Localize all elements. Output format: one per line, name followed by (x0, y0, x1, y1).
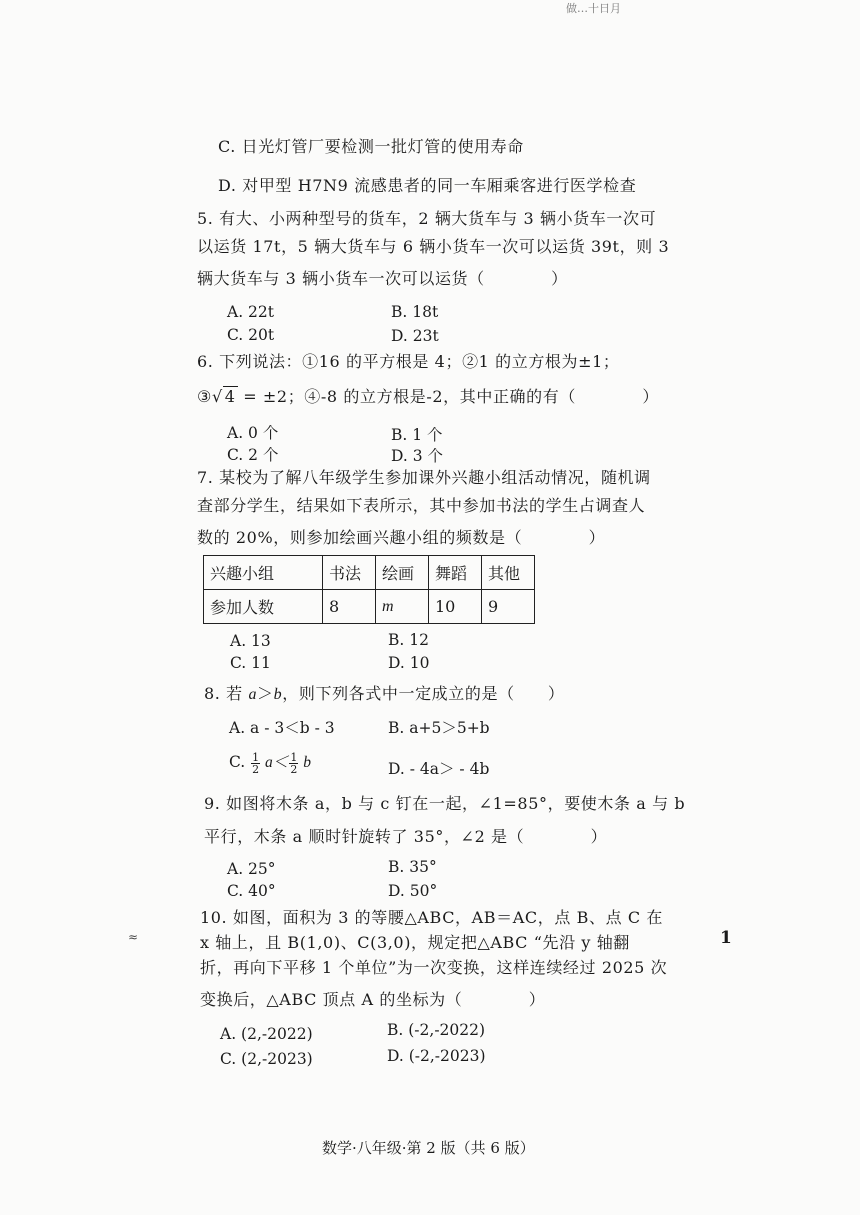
q10-line-4: 变换后，△ABC 顶点 A 的坐标为（ ） (200, 990, 546, 1009)
table-cell: 10 (429, 590, 482, 624)
table-cell: 绘画 (376, 556, 429, 590)
q7-line-1: 7. 某校为了解八年级学生参加课外兴趣小组活动情况，随机调 (197, 468, 651, 487)
q8-c-end: b (299, 754, 311, 771)
q10-option-b: B. (-2,-2022) (387, 1021, 486, 1039)
q10-line-1: 10. 如图，面积为 3 的等腰△ABC，AB＝AC，点 B、点 C 在 (200, 908, 664, 927)
scan-left-mark: ≈ (128, 930, 139, 944)
q6-circled-3: ③ (197, 387, 212, 406)
table-cell: m (376, 590, 429, 624)
q10-line-2: x 轴上，且 B(1,0)、C(3,0)，规定把△ABC “先沿 y 轴翻 (200, 933, 630, 952)
fraction-numerator: 1 (290, 750, 298, 764)
q4-option-c: C. 日光灯管厂要检测一批灯管的使用寿命 (218, 137, 524, 156)
interest-group-table (203, 555, 535, 624)
q6-option-d: D. 3 个 (391, 447, 444, 465)
q7-line-3: 数的 20%，则参加绘画兴趣小组的频数是（ ） (197, 528, 606, 547)
q9-line-1: 9. 如图将木条 a，b 与 c 钉在一起，∠1=85°，要使木条 a 与 b (204, 794, 686, 813)
q8-option-c (229, 750, 311, 775)
q7-option-b: B. 12 (388, 631, 429, 649)
q10-line-3: 折，再向下平移 1 个单位”为一次变换，这样连续经过 2025 次 (200, 958, 668, 977)
q8-c-prefix: C. (229, 753, 251, 771)
table-cell: 参加人数 (204, 590, 323, 624)
q8-option-a: A. a - 3＜b - 3 (229, 719, 335, 737)
q7-option-c: C. 11 (230, 654, 271, 672)
table-cell: 舞蹈 (429, 556, 482, 590)
q9-option-a: A. 25° (227, 860, 276, 878)
fraction-denominator: 2 (290, 762, 298, 776)
q5-option-d: D. 23t (391, 327, 439, 345)
fraction-denominator: 2 (252, 762, 260, 776)
q10-option-c: C. (2,-2023) (220, 1050, 313, 1068)
table-header-row (204, 556, 535, 590)
q8-option-b: B. a+5＞5+b (388, 719, 490, 737)
fraction-numerator: 1 (252, 750, 260, 764)
q7-line-2: 查部分学生，结果如下表所示，其中参加书法的学生占调查人 (197, 496, 646, 515)
page-footer: 数学·八年级·第 2 版（共 6 版） (322, 1139, 535, 1157)
table-cell: 兴趣小组 (204, 556, 323, 590)
q6-option-a: A. 0 个 (227, 424, 279, 442)
q10-option-a: A. (2,-2022) (220, 1025, 313, 1043)
q5-line-1: 5. 有大、小两种型号的货车，2 辆大货车与 3 辆小货车一次可 (197, 209, 657, 228)
gt-sign: ＞ (257, 684, 274, 703)
q5-option-c: C. 20t (227, 326, 275, 344)
q5-option-b: B. 18t (391, 303, 439, 321)
q5-option-a: A. 22t (227, 303, 274, 321)
q5-line-2: 以运货 17t，5 辆大货车与 6 辆小货车一次可以运货 39t，则 3 (197, 237, 670, 256)
table-cell: 其他 (482, 556, 535, 590)
table-cell: 书法 (323, 556, 376, 590)
q6-line-2-rest: = ±2；④-8 的立方根是-2，其中正确的有（ ） (237, 387, 659, 406)
q9-option-d: D. 50° (388, 882, 438, 900)
var-b: b (273, 686, 283, 703)
q6-line-2 (197, 384, 659, 407)
q8-prefix: 8. 若 (204, 684, 249, 703)
q8-rest: ，则下列各式中一定成立的是（ ） (282, 684, 565, 703)
sqrt-radicand: 4 (224, 387, 236, 406)
q7-option-a: A. 13 (230, 632, 271, 650)
header-fragment: 做…十日月 (566, 2, 621, 15)
q10-option-d: D. (-2,-2023) (387, 1047, 486, 1065)
q8-line-1 (204, 681, 564, 704)
q7-option-d: D. 10 (388, 654, 430, 672)
table-cell: 9 (482, 590, 535, 624)
var-a: a (248, 686, 258, 703)
sqrt-expression: √ 4 (211, 387, 236, 406)
q9-option-b: B. 35° (388, 858, 437, 876)
fraction (289, 752, 298, 775)
q9-line-2: 平行，木条 a 顺时针旋转了 35°，∠2 是（ ） (204, 827, 608, 846)
fraction (251, 752, 260, 775)
q5-line-3: 辆大货车与 3 辆小货车一次可以运货（ ） (197, 269, 568, 288)
q9-option-c: C. 40° (227, 882, 276, 900)
table-cell: 8 (323, 590, 376, 624)
q6-option-b: B. 1 个 (391, 426, 443, 444)
q6-line-1: 6. 下列说法：①16 的平方根是 4；②1 的立方根为±1； (197, 352, 620, 371)
q4-option-d: D. 对甲型 H7N9 流感患者的同一车厢乘客进行医学检查 (218, 176, 637, 195)
side-page-number: 1 (720, 928, 732, 948)
table-row (204, 590, 535, 624)
q8-c-mid: a＜ (261, 754, 289, 771)
q8-option-d: D. - 4a＞ - 4b (388, 760, 490, 778)
q6-option-c: C. 2 个 (227, 446, 279, 464)
